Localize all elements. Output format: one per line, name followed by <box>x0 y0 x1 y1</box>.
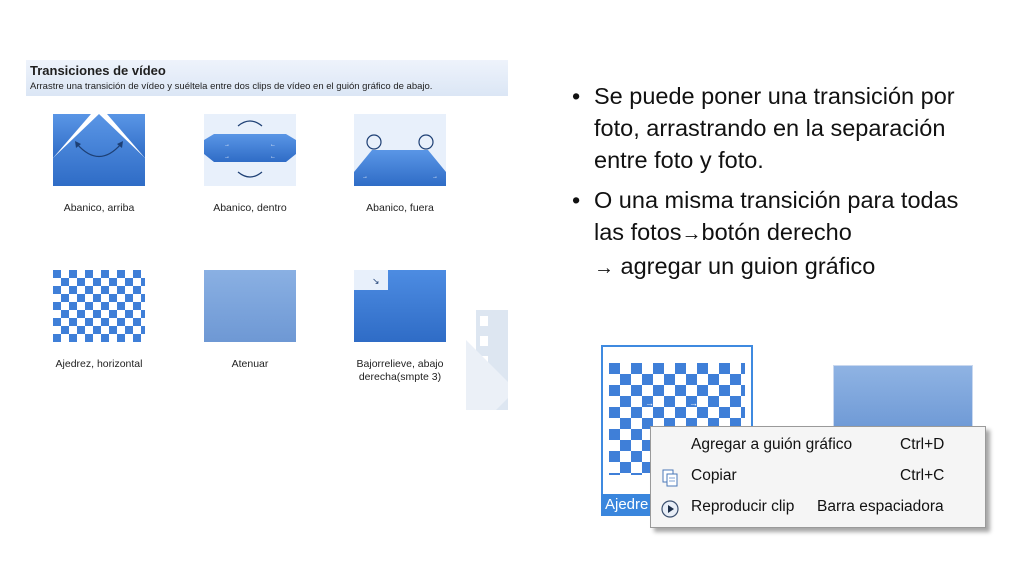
menu-item-shortcut: Ctrl+D <box>900 436 945 453</box>
bullet-text-part: agregar un guion gráfico <box>614 253 876 279</box>
fade-transition-thumbnail[interactable] <box>833 365 973 429</box>
transition-tile-fade[interactable] <box>204 270 296 342</box>
bullet-text <box>594 184 994 284</box>
fan-in-icon <box>204 114 296 186</box>
copy-icon <box>661 469 679 487</box>
svg-text:→: → <box>432 174 438 180</box>
menu-item-add-to-storyboard[interactable] <box>651 431 985 461</box>
transition-tile-fan-in[interactable] <box>204 114 296 186</box>
menu-item-shortcut: Ctrl+C <box>900 467 945 484</box>
fade-icon <box>204 270 296 342</box>
menu-item-label: Reproducir clip <box>691 498 795 515</box>
menu-item-shortcut: Barra espaciadora <box>817 498 944 515</box>
play-icon <box>661 500 679 518</box>
menu-item-copy[interactable] <box>651 462 985 492</box>
arrow-right-icon: → <box>681 223 702 245</box>
svg-text:↘: ↘ <box>372 276 380 286</box>
bullet-dot: • <box>572 187 581 213</box>
svg-text:→: → <box>224 154 230 160</box>
checkerboard-icon <box>53 270 145 342</box>
menu-item-label: Copiar <box>691 467 737 484</box>
bullet-1 <box>572 80 992 176</box>
transitions-panel <box>26 60 508 410</box>
menu-item-label: Agregar a guión gráfico <box>691 436 853 453</box>
arrow-right-icon: → <box>594 257 614 279</box>
svg-text:→: → <box>362 174 368 180</box>
panel-header <box>26 60 508 96</box>
transition-tile-fan-out[interactable] <box>354 114 446 186</box>
panel-title: Transiciones de vídeo <box>30 63 166 78</box>
transition-tile-fan-up[interactable] <box>53 114 145 186</box>
tile-label: Abanico, fuera <box>366 202 434 214</box>
svg-text:→: → <box>689 398 698 408</box>
fan-out-icon <box>354 114 446 186</box>
bullet-text: Se puede poner una transición por foto, arrastrando en la separación entre foto y foto. <box>594 83 955 173</box>
bullet-dot: • <box>572 83 581 109</box>
fan-up-icon <box>53 114 145 186</box>
selected-transition-label[interactable]: Ajedre <box>601 494 657 516</box>
svg-text:→: → <box>224 142 230 148</box>
svg-text:←: ← <box>270 154 276 160</box>
context-menu <box>650 426 986 528</box>
menu-item-play-clip[interactable] <box>651 493 985 523</box>
svg-text:←: ← <box>270 142 276 148</box>
bottom-right-icon <box>354 270 446 342</box>
panel-subtitle: Arrastre una transición de vídeo y suéltela entre dos clips de vídeo en el guión gráfico de abajo. <box>30 81 433 92</box>
tile-label: Ajedrez, horizontal <box>55 358 143 370</box>
tile-label: Bajorrelieve, abajo derecha(smpte 3) <box>356 358 444 383</box>
film-strip-icon <box>466 310 508 410</box>
tile-label: Abanico, dentro <box>213 202 287 214</box>
bullet-text-part: O una misma transición para todas las fotos <box>594 187 959 245</box>
transition-tile-bottom-right[interactable] <box>354 270 446 342</box>
tile-label: Abanico, arriba <box>63 202 135 214</box>
bullet-2 <box>572 184 992 280</box>
svg-text:→: → <box>645 398 654 408</box>
bullet-text-part: botón derecho <box>701 219 852 245</box>
tile-label: Atenuar <box>231 358 269 370</box>
transition-tile-checkerboard[interactable] <box>53 270 145 342</box>
